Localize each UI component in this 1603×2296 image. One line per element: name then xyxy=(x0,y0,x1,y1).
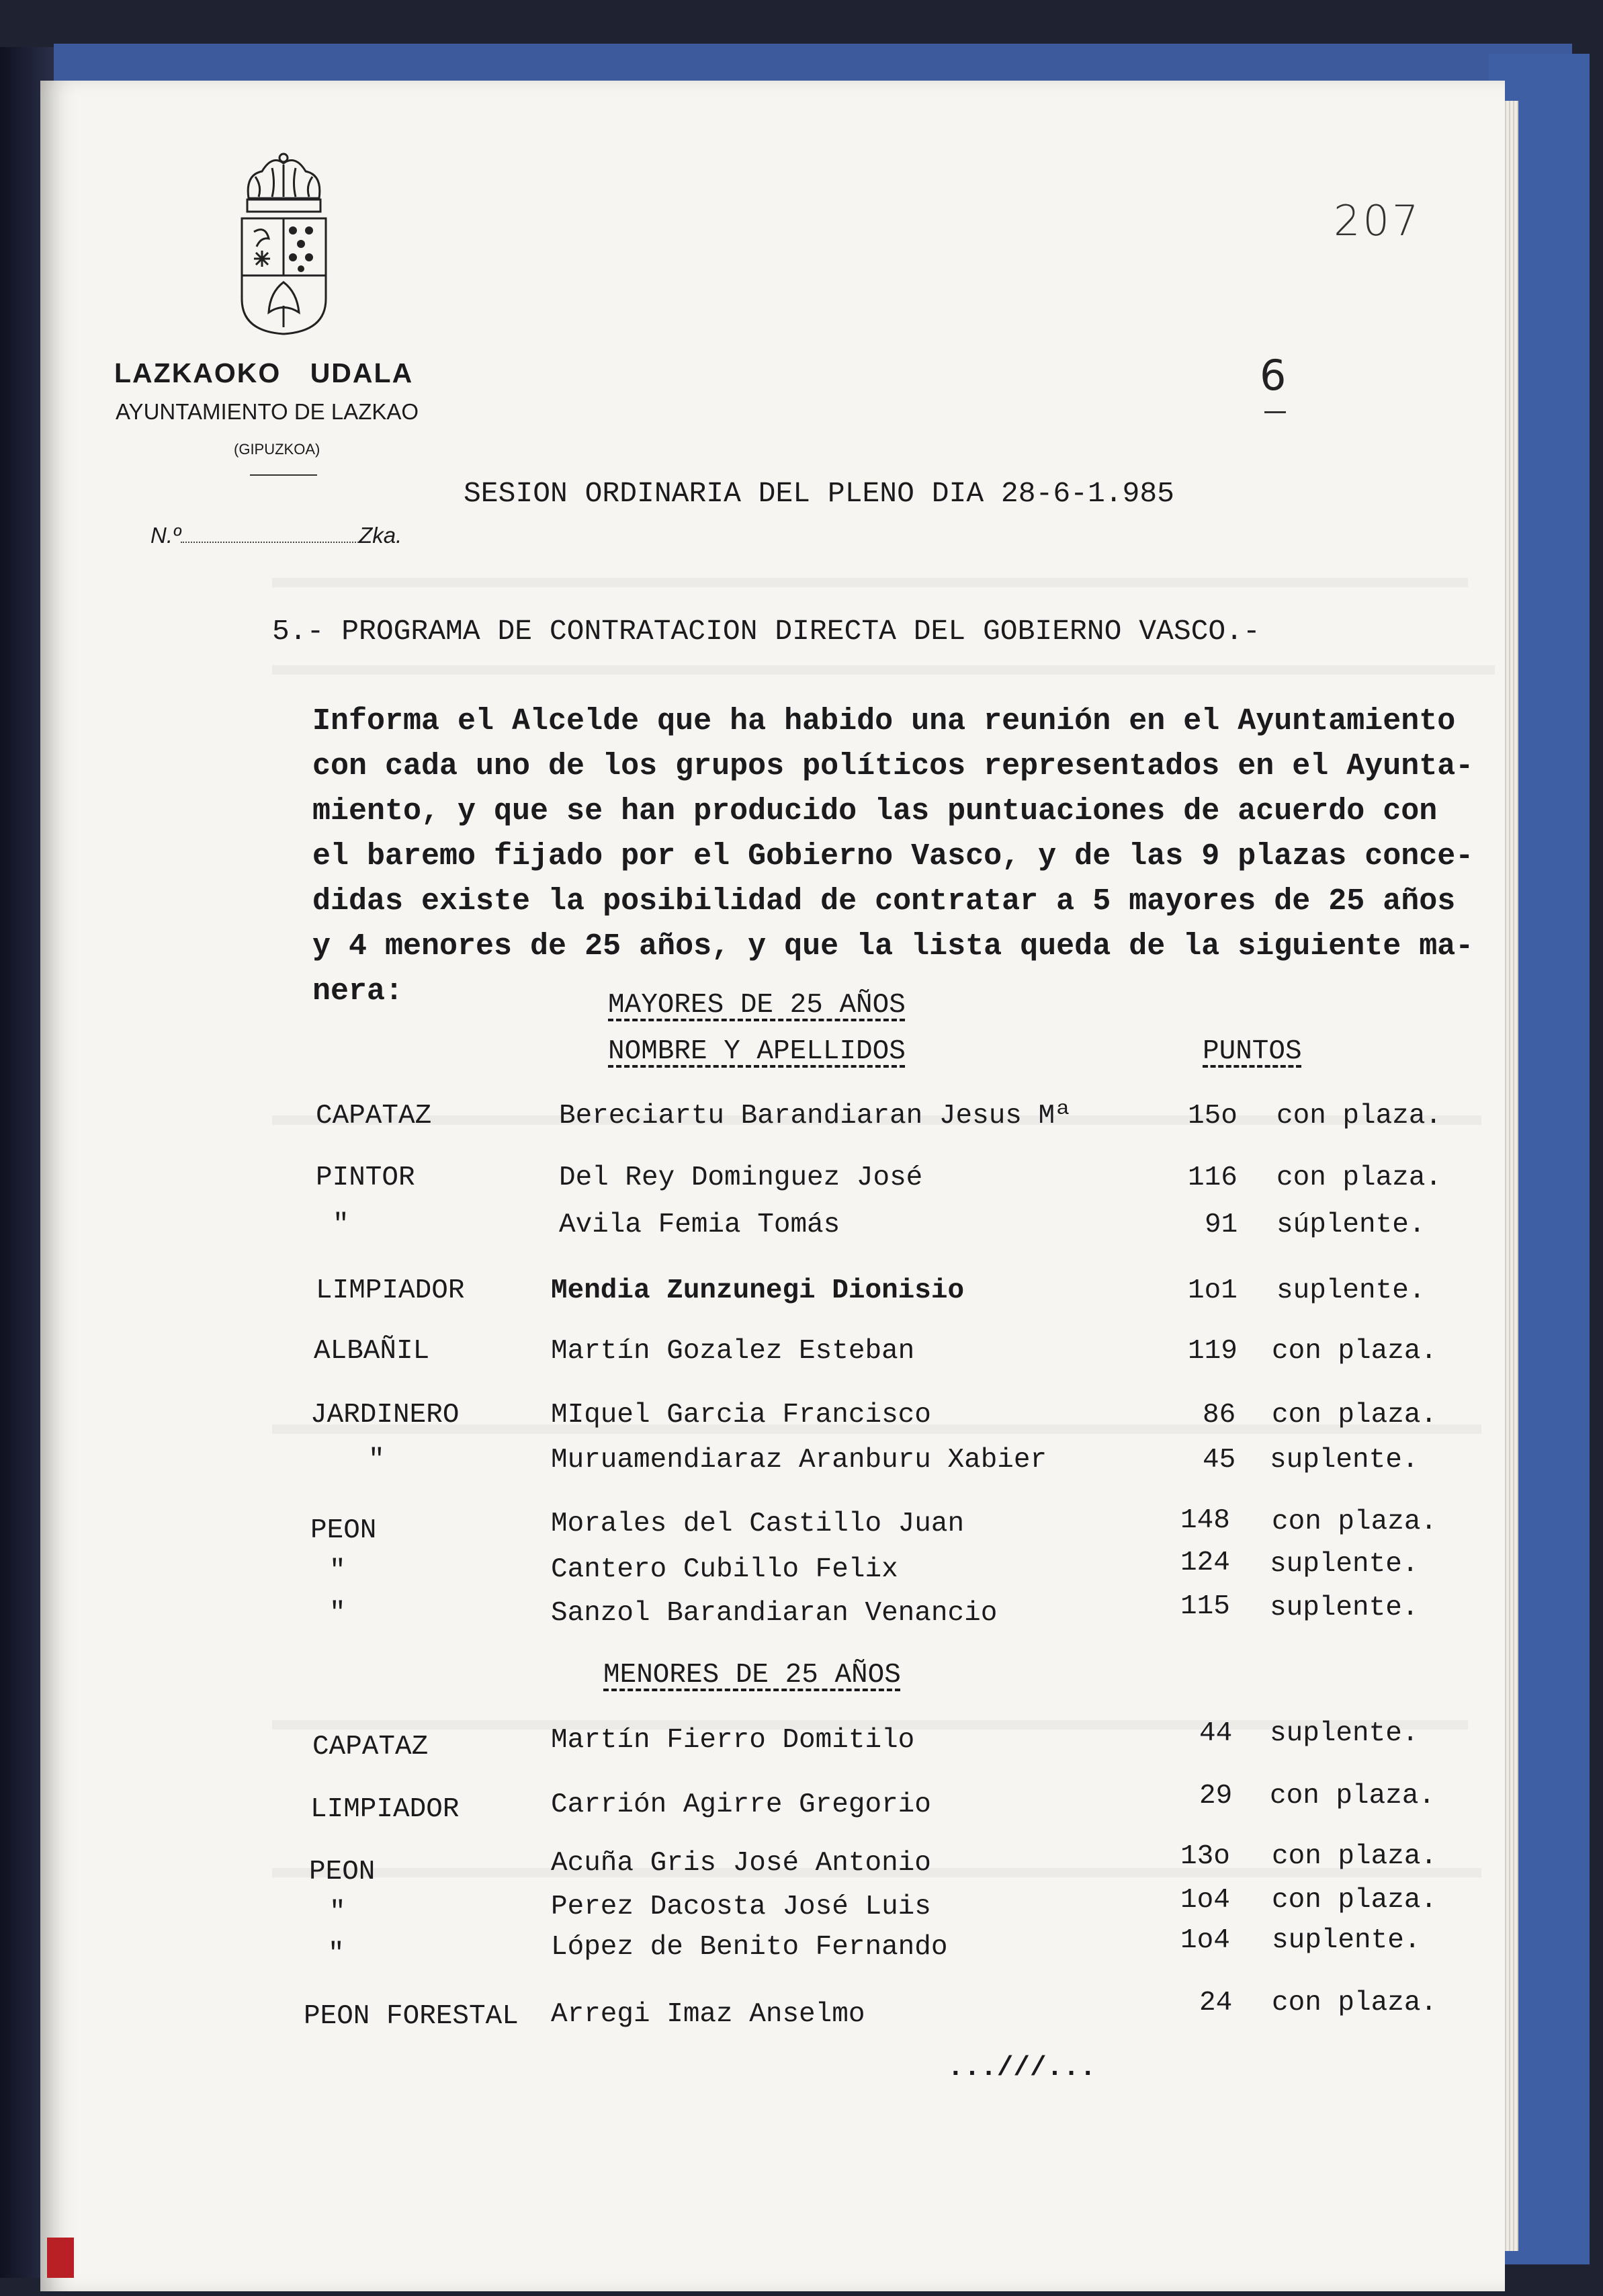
page-number: 207 xyxy=(1334,196,1422,245)
cell-job: PINTOR xyxy=(316,1162,415,1193)
cell-name: Avila Femia Tomás xyxy=(559,1209,840,1240)
column-header-name: NOMBRE Y APELLIDOS xyxy=(608,1036,906,1067)
section-heading-under-25: MENORES DE 25 AÑOS xyxy=(603,1660,901,1691)
cell-job: " xyxy=(328,1939,345,1969)
paragraph-line: miento, y que se han producido las puntuaciones de acuerdo con xyxy=(312,794,1438,828)
coat-of-arms-icon xyxy=(235,151,333,339)
org-name-spanish: AYUNTAMIENTO DE LAZKAO xyxy=(116,399,419,424)
cell-status: con plaza. xyxy=(1272,1988,1438,2018)
number-dotted-line xyxy=(181,524,359,543)
number-label: N.º xyxy=(150,523,181,548)
bookmark-ribbon xyxy=(47,2238,74,2278)
cell-points: 13o xyxy=(1180,1841,1230,1872)
cell-job: CAPATAZ xyxy=(316,1101,432,1132)
cell-status: súplente. xyxy=(1276,1209,1426,1240)
cell-status: suplente. xyxy=(1276,1275,1426,1306)
cell-name: Martín Gozalez Esteban xyxy=(551,1336,915,1367)
cell-job: PEON FORESTAL xyxy=(304,2001,519,2032)
cell-status: suplente. xyxy=(1270,1592,1419,1623)
cell-status: con plaza. xyxy=(1276,1101,1442,1132)
paragraph-line: didas existe la posibilidad de contratar a 5 mayores de 25 años xyxy=(312,884,1456,919)
cell-points: 116 xyxy=(1188,1162,1238,1193)
cell-points: 148 xyxy=(1180,1505,1230,1536)
cell-points: 44 xyxy=(1199,1718,1233,1749)
paragraph-line: nera: xyxy=(312,974,404,1009)
cell-points: 29 xyxy=(1199,1781,1233,1812)
cell-status: suplente. xyxy=(1270,1549,1419,1580)
cell-name: Del Rey Dominguez José xyxy=(559,1162,923,1193)
cell-job: PEON xyxy=(310,1515,377,1546)
cell-name: Martín Fierro Domitilo xyxy=(551,1725,915,1756)
cell-status: suplente. xyxy=(1272,1925,1421,1956)
cell-job: " xyxy=(329,1598,346,1629)
cell-status: con plaza. xyxy=(1270,1781,1436,1812)
cell-points: 115 xyxy=(1180,1591,1230,1622)
cell-name: Sanzol Barandiaran Venancio xyxy=(551,1598,998,1629)
cell-points: 86 xyxy=(1203,1400,1236,1431)
cell-job: LIMPIADOR xyxy=(310,1794,460,1825)
cell-status: con plaza. xyxy=(1272,1506,1438,1537)
cell-name: Cantero Cubillo Felix xyxy=(551,1554,898,1585)
paragraph-line: con cada uno de los grupos políticos representados en el Ayunta- xyxy=(312,749,1474,783)
column-header-points: PUNTOS xyxy=(1203,1036,1302,1067)
cell-points: 119 xyxy=(1188,1336,1238,1367)
cell-status: suplente. xyxy=(1270,1718,1419,1749)
cell-status: con plaza. xyxy=(1272,1400,1438,1431)
cell-points: 124 xyxy=(1180,1547,1230,1578)
handwritten-dash xyxy=(1264,411,1286,413)
cell-name: Acuña Gris José Antonio xyxy=(551,1848,931,1879)
cell-points: 1o4 xyxy=(1180,1885,1230,1916)
cell-points: 1o1 xyxy=(1188,1275,1238,1306)
cell-name: Arregi Imaz Anselmo xyxy=(551,1999,865,2030)
paragraph-line: y 4 menores de 25 años, y que la lista queda de la siguiente ma- xyxy=(312,929,1474,964)
item-heading: 5.- PROGRAMA DE CONTRATACION DIRECTA DEL GOBIERNO VASCO.- xyxy=(272,615,1260,648)
paragraph-line: el baremo fijado por el Gobierno Vasco, y de las 9 plazas conce- xyxy=(312,839,1474,874)
header-divider xyxy=(250,474,317,476)
cell-points: 45 xyxy=(1203,1445,1236,1476)
paragraph-line: Informa el Alcelde que ha habido una reunión en el Ayuntamiento xyxy=(312,704,1456,738)
cell-name: López de Benito Fernando xyxy=(551,1932,948,1963)
cell-name: Carrión Agirre Gregorio xyxy=(551,1789,931,1820)
handwritten-note: 6 xyxy=(1260,351,1287,400)
cell-status: con plaza. xyxy=(1272,1841,1438,1872)
cell-name: Bereciartu Barandiaran Jesus Mª xyxy=(559,1101,1072,1132)
org-name-basque: LAZKAOKO UDALA xyxy=(114,357,414,388)
cell-name: MIquel Garcia Francisco xyxy=(551,1400,931,1431)
cell-job: " xyxy=(329,1556,346,1586)
cell-job: JARDINERO xyxy=(310,1400,460,1431)
cell-points: 15o xyxy=(1188,1101,1238,1132)
cell-job: PEON xyxy=(309,1857,376,1887)
session-title: SESION ORDINARIA DEL PLENO DIA 28-6-1.985 xyxy=(464,477,1174,510)
cell-points: 24 xyxy=(1199,1988,1233,2018)
cell-name: Mendia Zunzunegi Dionisio xyxy=(551,1275,965,1306)
cell-job: CAPATAZ xyxy=(312,1732,429,1762)
cell-job: " xyxy=(329,1897,346,1928)
cell-name: Morales del Castillo Juan xyxy=(551,1508,965,1539)
number-suffix: Zka. xyxy=(359,523,402,548)
cell-job: LIMPIADOR xyxy=(316,1275,465,1306)
continuation-mark: ...///... xyxy=(947,2053,1096,2084)
cell-job: " xyxy=(368,1445,385,1476)
province-label: (GIPUZKOA) xyxy=(234,441,320,458)
cell-job: ALBAÑIL xyxy=(314,1336,430,1367)
reference-number-field xyxy=(150,523,402,548)
cell-points: 1o4 xyxy=(1180,1925,1230,1956)
section-heading-over-25: MAYORES DE 25 AÑOS xyxy=(608,990,906,1021)
cell-status: suplente. xyxy=(1270,1445,1419,1476)
cell-job: " xyxy=(333,1209,349,1240)
cell-status: con plaza. xyxy=(1272,1885,1438,1916)
cell-name: Perez Dacosta José Luis xyxy=(551,1891,931,1922)
cell-points: 91 xyxy=(1205,1209,1238,1240)
cell-status: con plaza. xyxy=(1276,1162,1442,1193)
cell-name: Muruamendiaraz Aranburu Xabier xyxy=(551,1445,1047,1476)
cell-status: con plaza. xyxy=(1272,1336,1438,1367)
